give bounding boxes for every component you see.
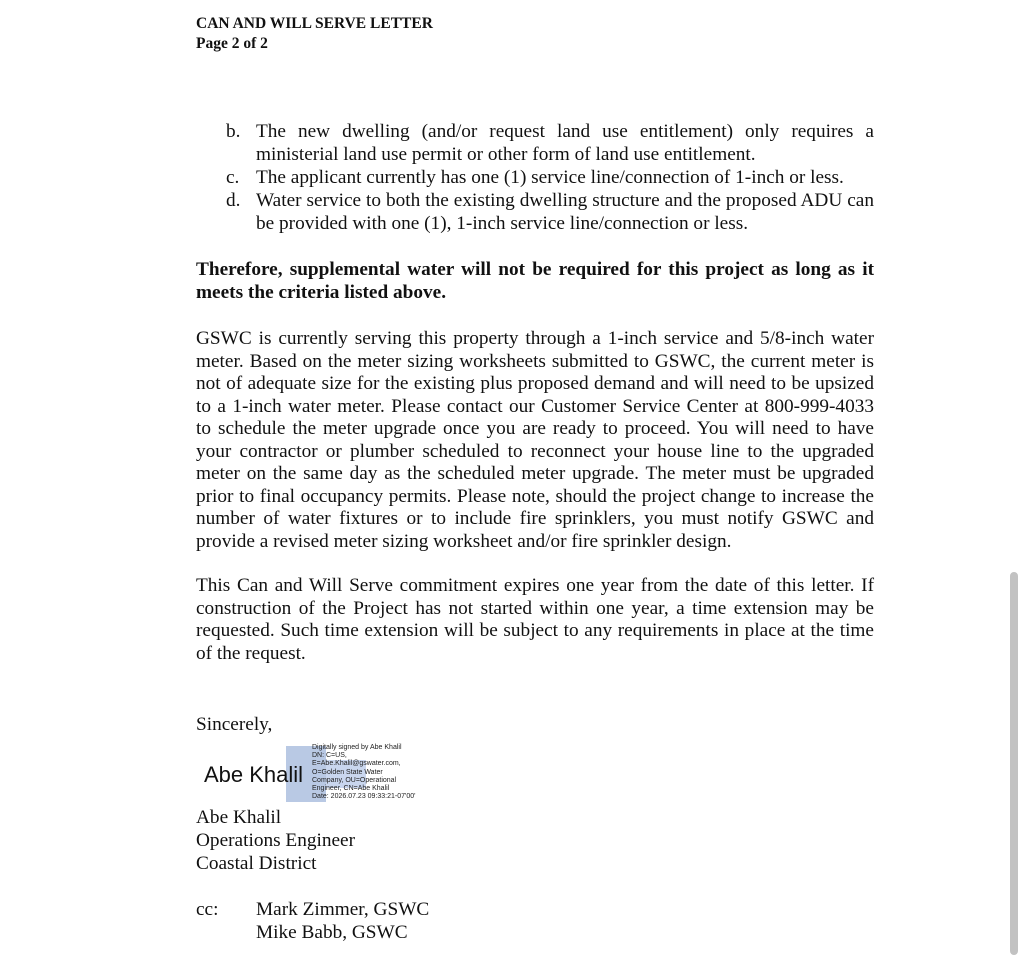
signature-detail-line: Date: 2026.07.23 09:33:21-07'00' <box>312 793 416 801</box>
cc-recipient: Mike Babb, GSWC <box>256 922 408 943</box>
cc-recipient: Mark Zimmer, GSWC <box>256 899 430 920</box>
vertical-scrollbar[interactable] <box>1010 572 1018 955</box>
closing-salutation: Sincerely, <box>196 714 273 735</box>
signature-detail-line: Digitally signed by Abe Khalil <box>312 744 402 751</box>
signature-detail-line: E=Abe.Khalil@gswater.com, <box>312 760 401 768</box>
signature-detail-line: Company, OU=Operational <box>312 776 397 784</box>
letter-title: CAN AND WILL SERVE LETTER <box>196 15 433 32</box>
criteria-list <box>226 120 874 235</box>
expiry-paragraph: This Can and Will Serve commitment expires one year from the date of this letter. If construction of the Project has not started within one year, a time extension may be requested. Such time extension will be subject to any requirements in place at the time of the request. <box>196 575 874 664</box>
supplemental-water-statement: Therefore, supplemental water will not be required for this project as long as it meets the criteria listed above. <box>196 259 874 303</box>
page-indicator: Page 2 of 2 <box>196 35 268 52</box>
signer-district: Coastal District <box>196 853 317 874</box>
signature-detail-line: O=Golden State Water <box>312 768 383 776</box>
list-item <box>226 120 874 166</box>
cc-recipients <box>256 898 429 944</box>
list-marker: c. <box>226 167 240 188</box>
letter-header <box>196 14 433 54</box>
list-text: The new dwelling (and/or request land use entitlement) only requires a ministerial land use permit or other form of land use entitlement. <box>256 121 874 165</box>
digital-signature <box>196 744 436 806</box>
list-item <box>226 189 874 235</box>
meter-paragraph: GSWC is currently serving this property through a 1-inch service and 5/8-inch water meter. Based on the meter sizing worksheets submitted to GSWC, the current meter is not of adequate size for the existing plus proposed demand and will need to be upsized to a 1-inch water meter. Please contact our Customer Service Center at 800-999-4033 to schedule the meter upgrade once you are ready to proceed. You will need to have your contractor or plumber scheduled to reconnect your house line to the upgraded meter on the same day as the scheduled meter upgrade. The meter must be upgraded prior to final occupancy permits. Please note, should the project change to increase the number of water fixtures or to include fire sprinklers, you must notify GSWC and provide a revised meter sizing worksheet and/or fire sprinkler design. <box>196 328 874 552</box>
signature-details <box>312 744 442 801</box>
list-item <box>226 166 874 189</box>
cc-block <box>196 898 429 944</box>
signer-block <box>196 806 355 875</box>
signature-detail-line: Engineer, CN=Abe Khalil <box>312 785 390 793</box>
list-text: The applicant currently has one (1) service line/connection of 1-inch or less. <box>256 167 844 188</box>
signature-detail-line: DN: C=US, <box>312 752 347 760</box>
signer-title: Operations Engineer <box>196 830 356 851</box>
list-text: Water service to both the existing dwelling structure and the proposed ADU can be provided with one (1), 1-inch service line/connection or less. <box>256 190 874 234</box>
signer-name: Abe Khalil <box>196 807 282 828</box>
list-marker: d. <box>226 190 241 211</box>
signature-name: Abe Khalil <box>204 762 304 787</box>
cc-label: cc: <box>196 899 219 920</box>
list-marker: b. <box>226 121 241 142</box>
